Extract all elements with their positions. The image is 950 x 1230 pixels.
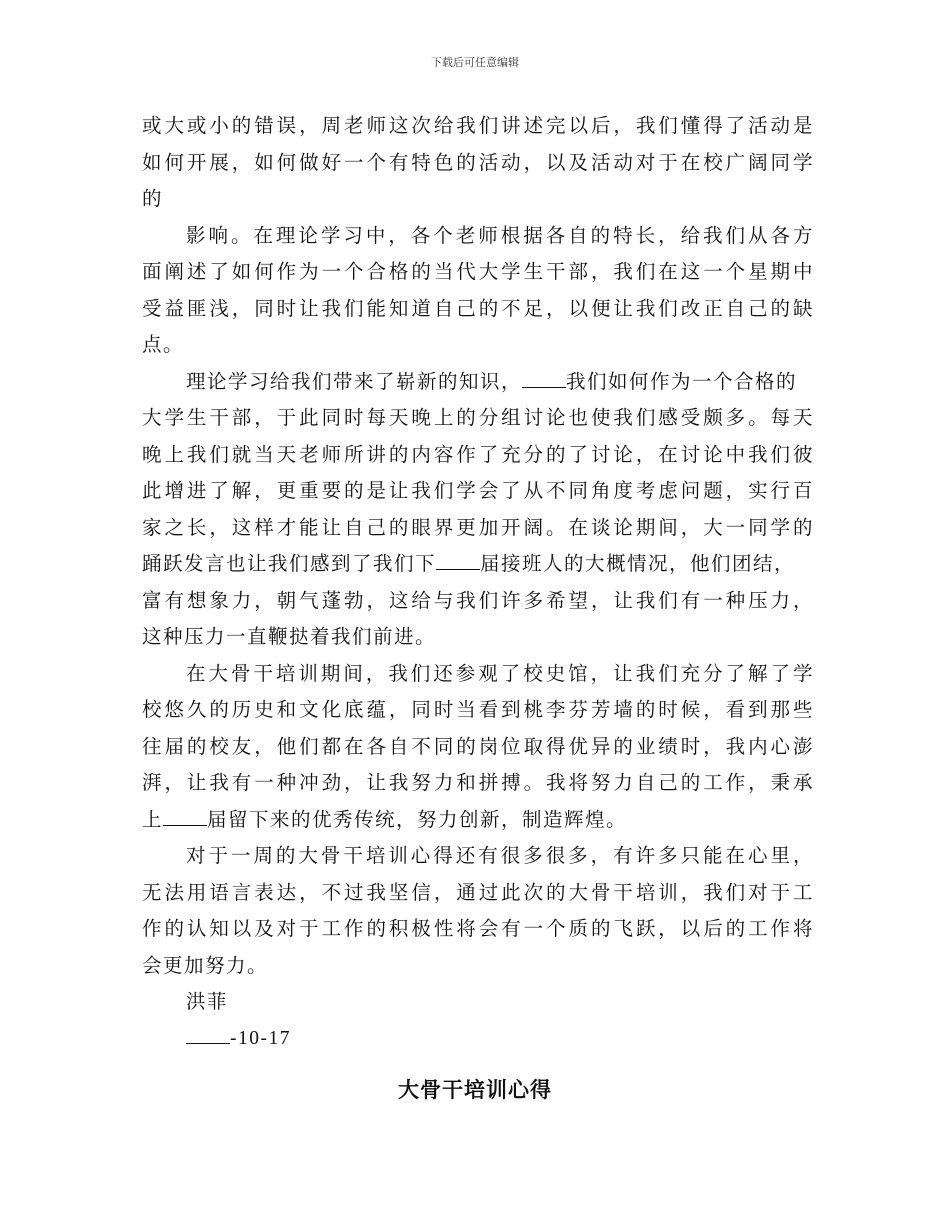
text-line: 或大或小的错误，周老师这次给我们讲述完以后，我们懂得了活动是 — [142, 114, 814, 137]
date-suffix: -10-17 — [230, 1027, 291, 1049]
text-line: 影响。在理论学习中，各个老师根据各自的特长，给我们从各方 — [186, 223, 814, 247]
text-segment: 届接班人的大概情况，他们团结， — [480, 552, 796, 575]
text-segment: 理论学习给我们带来了崭新的知识， — [186, 369, 523, 393]
text-line — [142, 364, 814, 401]
text-line: 无法用语言表达，不过我坚信，通过此次的大骨干培训，我们对于工 — [142, 880, 814, 904]
text-line: 此增进了解，更重要的是让我们学会了从不同角度考虑问题，实行百 — [142, 479, 814, 502]
text-line: 如何开展，如何做好一个有特色的活动，以及活动对于在校广阔同学 — [142, 150, 814, 174]
document-body — [142, 108, 814, 1057]
blank-underline — [436, 551, 480, 570]
signature-date — [142, 1021, 814, 1058]
text-line: 的 — [142, 187, 164, 210]
text-line: 家之长，这样才能让自己的眼界更加开阔。在谈论期间，大一同学的 — [142, 515, 814, 539]
text-line: 大学生干部，于此同时每天晚上的分组讨论也使我们感受颇多。每天 — [142, 406, 814, 429]
text-line — [142, 802, 814, 839]
page-header: 下载后可任意编辑 — [431, 56, 519, 69]
text-line: 校悠久的历史和文化底蕴，同时当看到桃李芬芳墙的时候，看到那些 — [142, 698, 814, 721]
text-segment: 上 — [142, 807, 164, 831]
text-line: 在大骨干培训期间，我们还参观了校史馆，让我们充分了解了学 — [186, 661, 814, 685]
section-title: 大骨干培训心得 — [398, 1078, 552, 1102]
text-segment: 我们如何作为一个合格的 — [566, 369, 798, 393]
text-line: 受益匪浅，同时让我们能知道自己的不足，以便让我们改正自己的缺 — [142, 296, 814, 320]
text-line: 对于一周的大骨干培训心得还有很多很多，有许多只能在心里， — [186, 844, 814, 867]
text-line: 面阐述了如何作为一个合格的当代大学生干部，我们在这一个星期中 — [142, 260, 814, 283]
text-line: 富有想象力，朝气蓬勃，这给与我们许多希望，让我们有一种压力， — [142, 588, 814, 612]
text-line: 点。 — [142, 333, 185, 356]
text-line: 作的认知以及对于工作的积极性将会有一个质的飞跃，以后的工作将 — [142, 917, 814, 940]
text-line — [142, 546, 814, 583]
text-segment: 踊跃发言也让我们感到了我们下 — [142, 552, 437, 575]
signature-name: 洪菲 — [186, 990, 229, 1013]
blank-underline — [163, 807, 207, 826]
text-line: 往届的校友，他们都在各自不同的岗位取得优异的业绩时，我内心澎 — [142, 734, 814, 758]
text-segment: 届留下来的优秀传统，努力创新，制造辉煌。 — [207, 807, 628, 831]
text-line: 这种压力一直鞭挞着我们前进。 — [142, 625, 437, 648]
text-line: 晚上我们就当天老师所讲的内容作了充分的了讨论，在讨论中我们彼 — [142, 442, 814, 466]
blank-underline — [522, 369, 566, 388]
text-line: 会更加努力。 — [142, 953, 269, 977]
blank-underline — [186, 1025, 230, 1044]
text-line: 湃，让我有一种冲劲，让我努力和拼搏。我将努力自己的工作，秉承 — [142, 771, 814, 794]
